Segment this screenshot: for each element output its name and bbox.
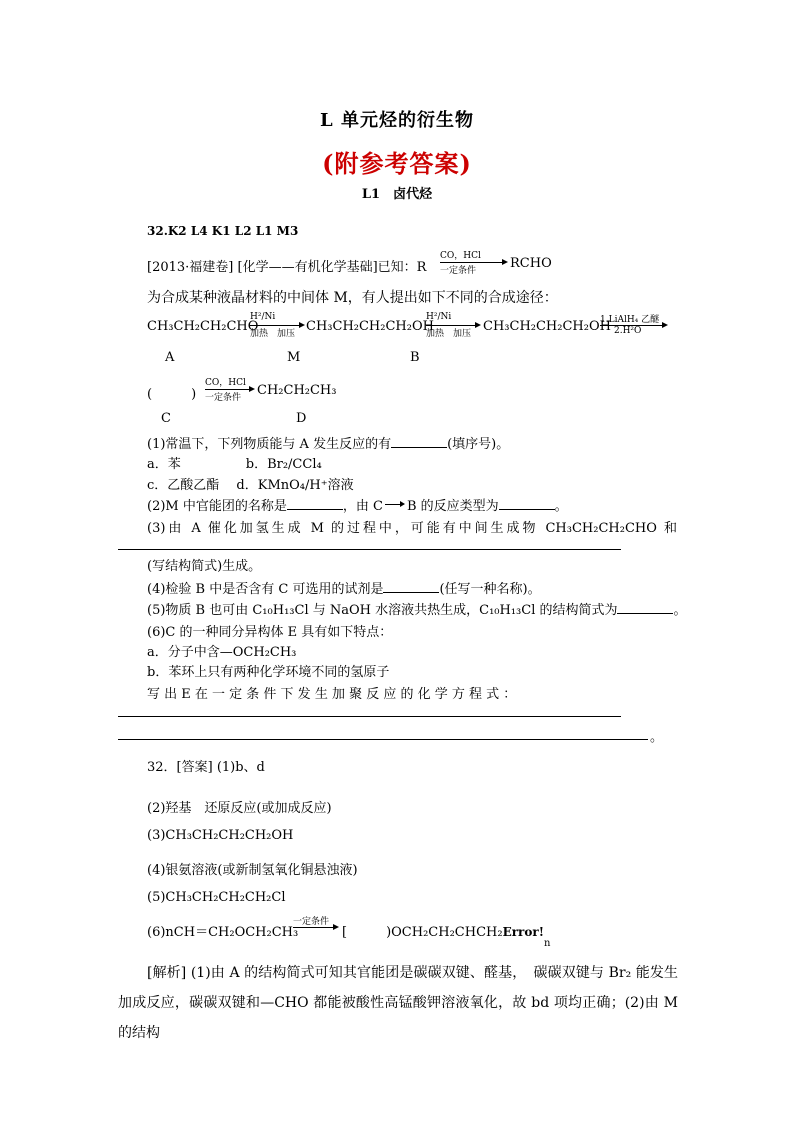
label-b: B [410, 350, 420, 365]
analysis-paragraph: [解析] (1)由 A 的结构简式可知其官能团是碳碳双键、醛基， 碳碳双键与 Br₂ 能发生加成反应，碳碳双键和—CHO 都能被酸性高锰酸钾溶液氧化，故 bd 项均正确；(2)由 M 的结构 [118, 965, 678, 1041]
compound-d: CH₂CH₂CH₃ [257, 383, 337, 398]
arrow-cond-top: 一定条件 [293, 917, 330, 927]
q2-text-b: ，由 C [342, 499, 383, 514]
answer-5: (5)CH₃CH₂CH₂CH₂Cl [147, 890, 286, 905]
label-m: M [287, 350, 301, 365]
q6-feature-a: a．分子中含—OCH₂CH₃ [147, 645, 297, 660]
label-c: C [161, 411, 171, 426]
question-5 [147, 599, 687, 618]
q5-text: (5)物质 B 也可由 C₁₀H₁₃Cl 与 NaOH 水溶液共热生成，C₁₀H₁₃Cl 的结构简式为 [147, 603, 618, 618]
known-product: RCHO [510, 256, 552, 271]
q4-answer-blank[interactable] [383, 578, 439, 593]
q6-answer-line-1[interactable] [118, 716, 621, 717]
question-2 [147, 495, 568, 514]
question-tags: 32.K2 L4 K1 L2 L1 M3 [147, 224, 299, 238]
compound-m: CH₃CH₂CH₂CH₂OH [306, 319, 434, 334]
known-reaction-arrow [440, 248, 508, 274]
arrow-cond-top: H²/Ni [250, 312, 276, 322]
route1-arrow-1 [250, 312, 305, 340]
q2-answer-blank-1[interactable] [287, 495, 343, 510]
q1-text: (1)常温下，下列物质能与 A 发生反应的有 [147, 437, 392, 452]
arrow-cond-bottom: 加热 加压 [426, 329, 472, 339]
page-title: L 单元烃的衍生物 [320, 110, 474, 131]
q2-text-c: B 的反应类型为 [406, 499, 499, 514]
section-heading [0, 183, 794, 202]
short-arrow-icon [383, 500, 407, 510]
q1-options-row2: c．乙酸乙酯 d．KMnO₄/H⁺溶液 [147, 478, 354, 493]
q6-feature-b: b．苯环上只有两种化学环境不同的氢原子 [147, 665, 390, 680]
question-1 [147, 433, 509, 452]
route1-arrow-2 [426, 312, 481, 340]
arrow-cond-top: CO，HCl [205, 378, 246, 388]
a6-reactant: (6)nCH＝CH₂OCH₂CH₃ [147, 925, 299, 940]
q6-answer-line-2[interactable] [118, 739, 648, 740]
q1-answer-blank[interactable] [391, 433, 447, 448]
a6-subscript-n: n [543, 937, 551, 949]
arrow-cond-bottom: 一定条件 [440, 266, 477, 276]
arrow-cond-bottom: 加热 加压 [250, 329, 296, 339]
a6-product [342, 921, 551, 949]
answer-6 [147, 921, 298, 940]
compound-c-blank: ( ) [147, 387, 197, 402]
arrow-cond-bottom: 一定条件 [205, 393, 242, 403]
q5-answer-blank[interactable] [617, 599, 673, 614]
compound-a: CH₃CH₂CH₂CHO [147, 319, 259, 334]
answer-2: (2)羟基 还原反应(或加成反应) [147, 801, 332, 816]
label-a: A [165, 350, 175, 365]
arrow-cond-bottom: 2.H²O [614, 326, 642, 336]
q1-options-row1: a．苯 b．Br₂/CCl₄ [147, 457, 322, 472]
q3-answer-line[interactable] [118, 549, 621, 550]
q6-prompt: 写 出 E 在 一 定 条 件 下 发 生 加 聚 反 应 的 化 学 方 程 式 ： [147, 687, 517, 702]
arrow-cond-top: H²/Ni [426, 312, 452, 322]
answer-4: (4)银氨溶液(或新制氢氧化铜悬浊液) [147, 863, 358, 878]
question-3: (3)由 A 催化加氢生成 M 的过程中，可能有中间生成物 CH₃CH₂CH₂CHO 和 [147, 521, 677, 536]
q2-text: (2)M 中官能团的名称是 [147, 499, 287, 514]
arrow-cond-top: CO，HCl [440, 251, 481, 261]
q2-answer-blank-2[interactable] [499, 495, 555, 510]
arrow-cond-top: 1.LiAlH₄ 乙醚 [600, 315, 660, 325]
question-source: [2013·福建卷] [化学——有机化学基础]已知：R [147, 260, 427, 275]
route2-arrow [205, 375, 255, 403]
section-label: L1 卤代烃 [361, 187, 433, 202]
question-intro: 为合成某种液晶材料的中间体 M，有人提出如下不同的合成途径： [147, 290, 558, 306]
q1-end: (填序号)。 [447, 437, 510, 452]
q4-end: (任写一种名称)。 [439, 582, 541, 597]
q6-end: 。 [650, 730, 664, 745]
page-subtitle: (附参考答案) [322, 149, 472, 178]
compound-b: CH₃CH₂CH₂CH₂OH [483, 319, 611, 334]
question-6: (6)C 的一种同分异构体 E 具有如下特点： [147, 625, 393, 640]
q4-text: (4)检验 B 中是否含有 C 可选用的试剂是 [147, 582, 384, 597]
label-d: D [296, 411, 307, 426]
a6-product-text: [ )OCH₂CH₂CHCH₂ [342, 925, 503, 940]
q5-end: 。 [673, 603, 687, 618]
a6-arrow [293, 914, 339, 934]
route1-arrow-3 [600, 312, 668, 340]
answer-3: (3)CH₃CH₂CH₂CH₂OH [147, 828, 294, 843]
question-4 [147, 578, 541, 597]
q3-continuation: (写结构简式)生成。 [147, 559, 262, 574]
answer-1: 32．[答案] (1)b、d [147, 760, 265, 775]
q2-end: 。 [554, 499, 568, 514]
a6-error-text: Error! [502, 925, 544, 939]
